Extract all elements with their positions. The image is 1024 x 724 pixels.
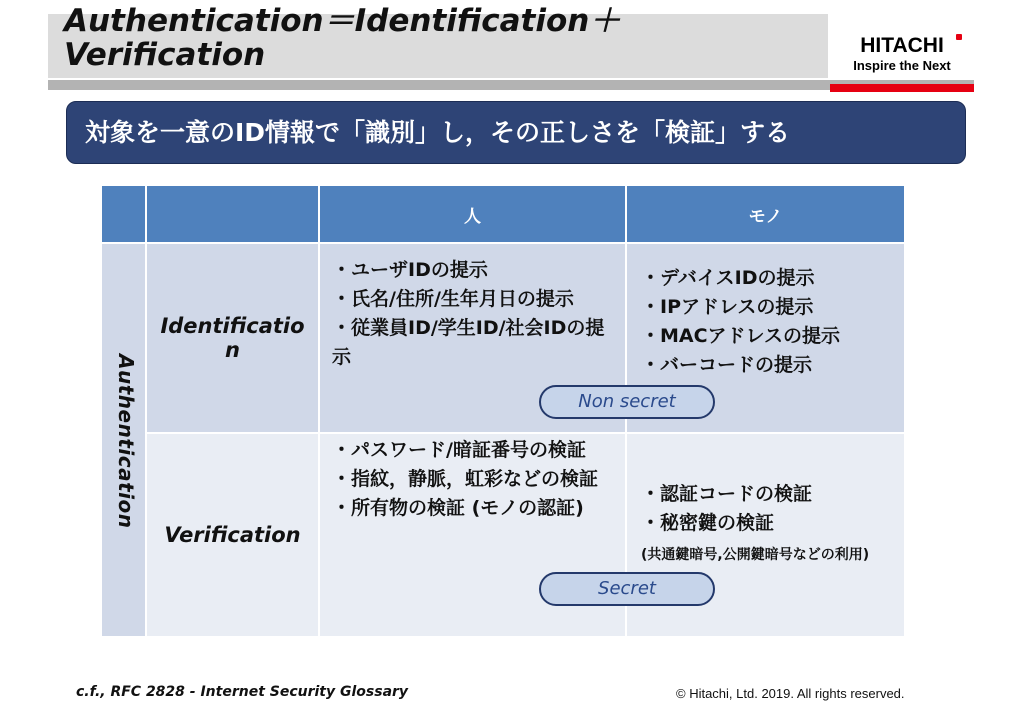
logo-name: HITACHI xyxy=(860,34,944,57)
secret-badge: Secret xyxy=(539,572,715,606)
row-label-verification: Verification xyxy=(146,433,319,637)
list-item: ・MACアドレスの提示 xyxy=(641,325,840,347)
verification-note: (共通鍵暗号,公開鍵暗号などの利用) xyxy=(641,547,870,563)
logo-dot-icon xyxy=(956,34,962,40)
authentication-table xyxy=(100,184,906,638)
table-row xyxy=(101,433,905,637)
header-thing: モノ xyxy=(626,185,905,243)
slide-title-line1: Authentication＝Identification＋ xyxy=(64,3,621,39)
list-item: ・認証コードの検証 xyxy=(641,483,813,505)
list-item: ・IPアドレスの提示 xyxy=(641,296,814,318)
header-corner-a xyxy=(101,185,146,243)
header-person: 人 xyxy=(319,185,626,243)
logo-tagline: Inspire the Next xyxy=(853,58,951,73)
list-item: ・ユーザIDの提示 xyxy=(332,259,488,281)
hitachi-logo xyxy=(830,16,974,92)
non-secret-badge: Non secret xyxy=(539,385,715,419)
list-item: ・指紋，静脈，虹彩などの検証 xyxy=(332,468,599,490)
side-label-authentication: Authentication xyxy=(114,353,138,529)
summary-banner: 対象を一意のID情報で「識別」し，その正しさを「検証」する xyxy=(66,101,966,164)
cell-thing-verification xyxy=(626,433,905,637)
cell-person-verification xyxy=(319,433,626,637)
list-item: ・デバイスIDの提示 xyxy=(641,267,815,289)
slide-title xyxy=(64,4,824,72)
list-item: ・所有物の検証 (モノの認証) xyxy=(332,497,584,519)
header-corner-b xyxy=(146,185,319,243)
list-item: ・パスワード/暗証番号の検証 xyxy=(332,439,586,461)
table-row xyxy=(101,243,905,433)
list-item: ・氏名/住所/生年月日の提示 xyxy=(332,288,574,310)
table-header-row xyxy=(101,185,905,243)
list-item: ・バーコードの提示 xyxy=(641,354,813,376)
list-item: ・秘密鍵の検証 xyxy=(641,512,775,534)
row-label-identification: Identificatio n xyxy=(146,243,319,433)
list-item: ・従業員ID/学生ID/社会IDの提示 xyxy=(332,317,605,368)
copyright: © Hitachi, Ltd. 2019. All rights reserved. xyxy=(676,686,905,701)
slide-title-line2: Verification xyxy=(64,37,266,73)
reference-note: c.f., RFC 2828 - Internet Security Glossary xyxy=(76,684,409,700)
